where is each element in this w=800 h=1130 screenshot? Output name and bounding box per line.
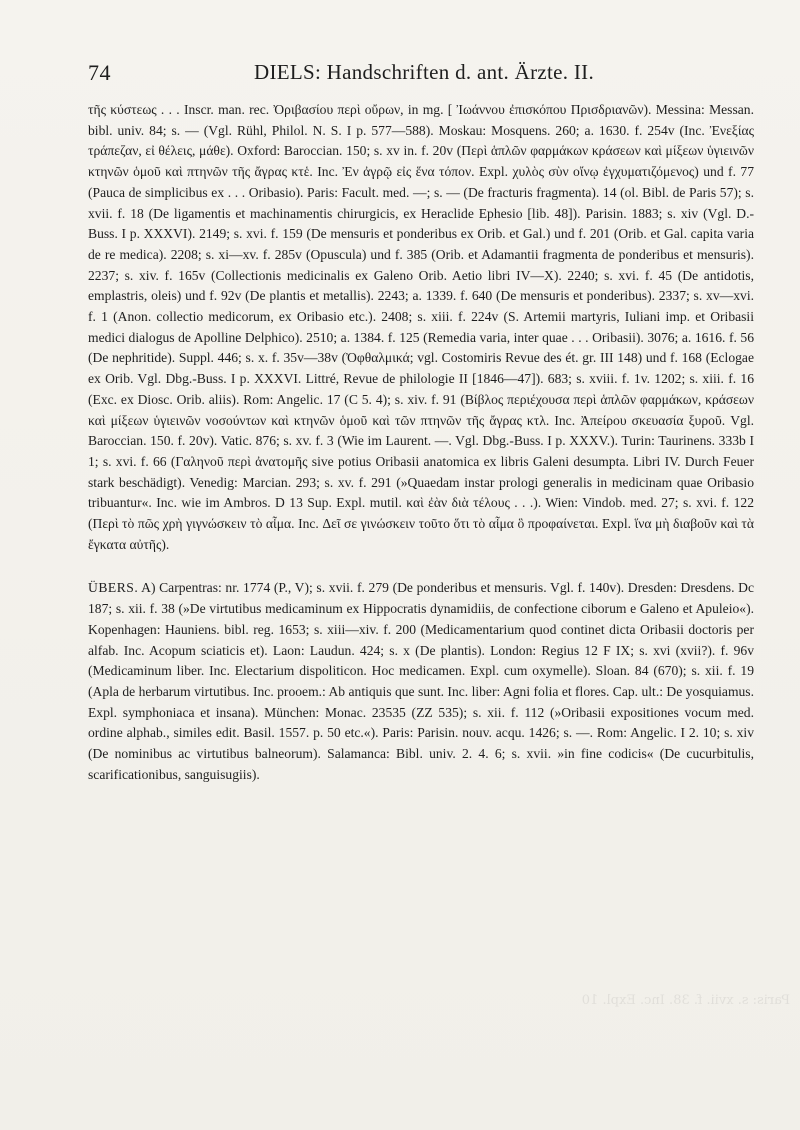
running-title: DIELS: Handschriften d. ant. Ärzte. II. <box>253 60 594 84</box>
page-body <box>88 100 754 786</box>
page-number: 74 <box>88 60 111 85</box>
section-label-uebers: ÜBERS. <box>88 580 139 596</box>
page-header <box>88 60 760 94</box>
translations-text: A) Carpentras: nr. 1774 (P., V); s. xvii. f. 279 (De ponderibus et mensuris. Vgl. f. 140v). Dresden: Dresdens. Dc 187; s. xii. f. 38 (»De virtutibus medicaminum ex Hippocratis dynamidiis, de confectione ciborum e Galeno et Apuleio«). Kopenhagen: Hauniens. bibl. reg. 1653; s. xiii—xiv. f. 200 (Medicamentarium quod continet dicta Oribasii doctoris per alfab. Inc. Acopum sciaticis et). Laon: Laudun. 424; s. x (De plantis). London: Regius 12 F IX; s. xvi (xvii?). f. 96v (Medicaminum liber. Inc. Electarium dispoliticon. Hoc medicamen. Expl. cum oxymelle). Sloan. 84 (670); s. xii. f. 19 (Apla de herbarum virtutibus. Inc. prooem.: Ab antiquis que sunt. Inc. liber: Agni folia et flores. Cap. ult.: De yosquiamus. Expl. symphoniaca et insana). München: Monac. 23535 (ZZ 535); s. xii. f. 112 (»Oribasii expositiones vocum med. ordine alphab., similes edit. Basil. 1557. p. 50 etc.«). Paris: Parisin. nouv. acqu. 1426; s. —. Rom: Angelic. I 2. 10; s. xiv (De nominibus ac virtutibus balneorum). Salamanca: Bibl. univ. 2. 4. 6; s. xvii. »in fine codicis« (De cucurbitulis, scarificationibus, sanguisugiis). <box>88 580 754 782</box>
paragraph-translations <box>88 578 754 785</box>
manuscript-list-greek <box>88 100 754 555</box>
manuscript-list-translations <box>88 578 754 785</box>
paragraph-greek-manuscripts: τῆς κύστεως . . . Inscr. man. rec. Ὀριβασίου περὶ οὔρων, in mg. [ Ἰωάννου ἐπισκόπου Πρισδριανῶν). Messina: Messan. bibl. univ. 84; s. — (Vgl. Rühl, Philol. N. S. I p. 577—588). Moskau: Mosquens. 260; a. 1630. f. 254v (Inc. Ἐνεξίας τράπεζαν, εἰ θέλεις, μάθε). Oxford: Baroccian. 150; s. xv in. f. 20v (Περὶ ἁπλῶν φαρμάκων κράσεων καὶ μίξεων ὑγιεινῶν κτηνῶν ὁμοῦ καὶ πτηνῶν τῆς ἄγρας κτἑ. Inc. Ἐν ἀγρῷ εἰς ἕνα τόπον. Expl. χυλὸς σὺν οἴνῳ ἐγχυματιζόμενος) und f. 77 (Pauca de simplicibus ex . . . Oribasio). Paris: Facult. med. —; s. — (De fracturis fragmenta). 14 (ol. Bibl. de Paris 57); s. xvii. f. 18 (De ligamentis et machinamentis chirurgicis, ex Heraclide Ephesio [lib. 48]). Parisin. 1883; s. xiv (Vgl. D.-Buss. I p. XXXVI). 2149; s. xvi. f. 159 (De mensuris et ponderibus ex Orib. et Gal.) und f. 201 (Orib. et Gal. capita varia de re medica). 2208; s. xi—xv. f. 285v (Opuscula) und f. 385 (Orib. et Adamantii fragmenta de ponderibus et mensuris). 2237; s. xiv. f. 165v (Collectionis medicinalis ex Galeno Orib. Aetio libri IV—X). 2240; s. xvi. f. 45 (De antidotis, emplastris, oleis) und f. 92v (De plantis et metallis). 2243; a. 1339. f. 640 (De mensuris et ponderibus). 2337; s. xv—xvi. f. 1 (Anon. collectio medicorum, ex Oribasio etc.). 2408; s. xiii. f. 224v (S. Artemii martyris, Iuliani imp. et Oribasii medici dialogus de Apolline Delphico). 2510; a. 1384. f. 125 (Remedia varia, inter quae . . . Oribasii). 3076; a. 1616. f. 56 (De nephritide). Suppl. 446; s. x. f. 35v—38v (Ὀφθαλμικά; vgl. Costomiris Revue des ét. gr. III 148) und f. 168 (Eclogae ex Orib. Vgl. Dbg.-Buss. I p. XXXVI. Littré, Revue de philologie II [1846—47]). 683; s. xviii. f. 1v. 1202; s. xiii. f. 16 (Exc. ex Diosc. Orib. aliis). Rom: Angelic. 17 (C 5. 4); s. xiv. f. 91 (Βίβλος περιέχουσα περὶ ἁπλῶν φαρμάκων, κράσεων καὶ μίξεων ὑγιεινῶν νοσούντων καὶ κτηνῶν ὁμοῦ καὶ τῶν πτηνῶν τῆς ἄγρας κτλ. Inc. Ἀπείρου σκευασία ξυροῦ. Vgl. Baroccian. 150. f. 20v). Vatic. 876; s. xv. f. 3 (Wie im Laurent. —. Vgl. Dbg.-Buss. I p. XXXV.). Turin: Taurinens. 333b I 1; s. xvi. f. 66 (Γαληνοῦ περὶ ἀνατομῆς sive potius Oribasii anatomica ex libris Galeni desumpta. Libri IV. Durch Feuer stark beschädigt). Venedig: Marcian. 293; s. xv. f. 291 (»Quaedam instar prologi generalis in medicinam quae Oribasio tribuantur«. Inc. wie im Ambros. D 13 Sup. Expl. mutil. καὶ ἐὰν διὰ τέλους . . .). Wien: Vindob. med. 27; s. xvi. f. 122 (Περὶ τὸ πῶς χρὴ γιγνώσκειν τὸ αἷμα. Inc. Δεῖ σε γινώσκειν τοῦτο ὅτι τὸ αἷμα ὃ προφαίνεται. Expl. ἵνα μὴ διαβοῦν καὶ τὰ ἔγκατα αὐτῆς). <box>88 102 754 552</box>
bleed-through-text: Paris: s. xvii. f. 38. Inc. Expl. 10 <box>581 993 790 1008</box>
